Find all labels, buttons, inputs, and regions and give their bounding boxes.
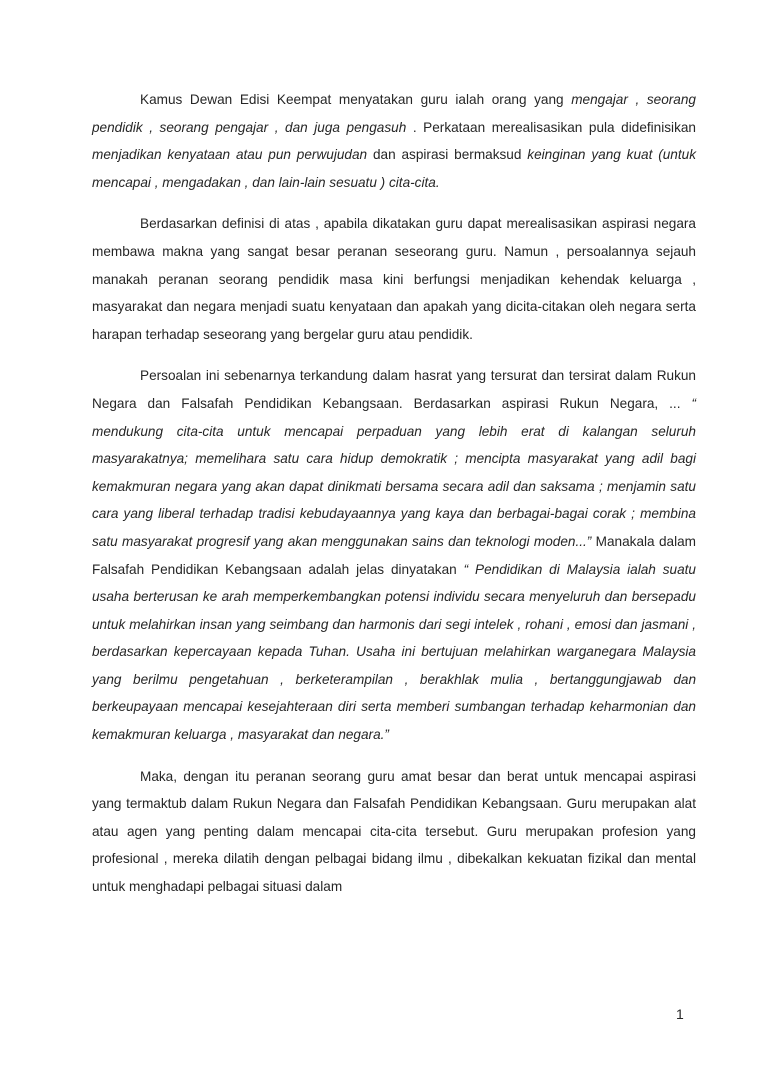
paragraph-rukun-negara bbox=[92, 362, 696, 748]
text-segment: . Perkataan merealisasikan pula didefinisikan bbox=[406, 119, 696, 135]
text-segment: Manakala dalam Falsafah Pendidikan Kebangsaan adalah jelas dinyatakan bbox=[92, 533, 696, 577]
text-segment: dan aspirasi bermaksud bbox=[367, 147, 528, 163]
text-segment: Persoalan ini sebenarnya terkandung dalam hasrat yang tersurat dan tersirat dalam Rukun Negara dan Falsafah Pendidikan Kebangsaan. Berdasarkan aspirasi Rukun Negara, ... bbox=[92, 368, 696, 411]
paragraph-conclusion bbox=[92, 763, 696, 901]
text-segment: Maka, dengan itu peranan seorang guru amat besar dan berat untuk mencapai aspirasi yang termaktub dalam Rukun Negara dan Falsafah Pendidikan Kebangsaan. Guru merupakan alat atau agen yang penting dalam mencapai cita-cita tersebut. Guru merupakan profesion yang profesional , mereka dilatih dengan pelbagai bidang ilmu , dibekalkan kekuatan fizikal dan mental untuk menghadapi pelbagai situasi dalam bbox=[92, 768, 696, 895]
italic-segment: mengajar , seorang pendidik , seorang pengajar , dan juga pengasuh bbox=[92, 92, 696, 135]
paragraph-definition bbox=[92, 86, 696, 196]
text-segment: Berdasarkan definisi di atas , apabila dikatakan guru dapat merealisasikan aspirasi negara membawa makna yang sangat besar peranan seseorang guru. Namun , persoalannya sejauh manakah peranan seorang pendidik masa kini berfungsi menjadikan kehendak keluarga , masyarakat dan negara menjadi suatu kenyataan dan apakah yang dicita-citakan oleh negara serta harapan terhadap seseorang yang bergelar guru atau pendidik. bbox=[92, 216, 696, 342]
page-number: 1 bbox=[676, 1006, 684, 1022]
text-segment: Kamus Dewan Edisi Keempat menyatakan guru ialah orang yang bbox=[140, 92, 572, 107]
italic-segment: menjadikan kenyataan atau pun perwujudan bbox=[92, 147, 368, 163]
italic-quote-falsafah: “ Pendidikan di Malaysia ialah suatu usaha berterusan ke arah memperkembangkan potensi individu secara menyeluruh dan bersepadu untuk melahirkan insan yang seimbang dan harmonis dari segi intelek , rohani , emosi dan jasmani , berdasarkan kepercayaan kepada Tuhan. Usaha ini bertujuan melahirkan warganegara Malaysia yang berilmu pengetahuan , berketerampilan , berakhlak mulia , bertanggungjawab dan berkeupayaan mencapai kesejahteraan diri serta memberi sumbangan terhadap keharmonian dan kemakmuran keluarga , masyarakat dan negara.” bbox=[92, 561, 696, 743]
paragraph-role bbox=[92, 210, 696, 348]
italic-quote-rukun-negara: “ mendukung cita-cita untuk mencapai perpaduan yang lebih erat di kalangan seluruh masyarakatnya; memelihara satu cara hidup demokratik ; mencipta masyarakat yang adil bagi kemakmuran negara yang akan dapat dinikmati bersama secara adil dan saksama ; menjamin satu cara yang liberal terhadap tradisi kebudayaannya yang kaya dan berbagai-bagai corak ; membina satu masyarakat progresif yang akan menggunakan sains dan teknologi moden...” bbox=[92, 395, 696, 549]
document-page bbox=[92, 86, 696, 915]
italic-segment: keinginan yang kuat (untuk mencapai , mengadakan , dan lain-lain sesuatu ) cita-cita. bbox=[92, 147, 696, 190]
